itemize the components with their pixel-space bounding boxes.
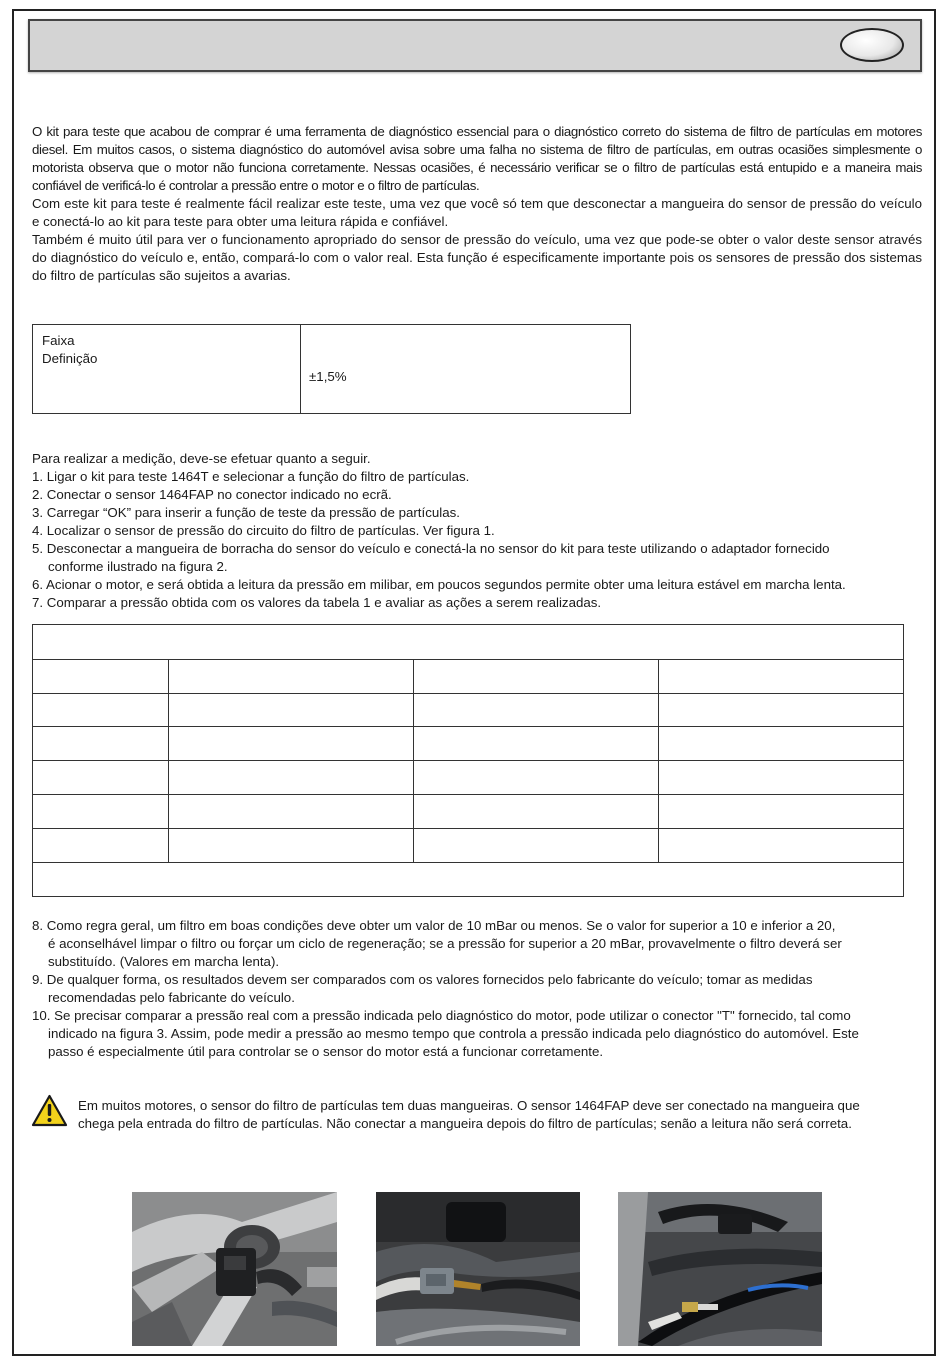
note-8-continued: é aconselhável limpar o filtro ou forçar um ciclo de regeneração; se a pressão for superior a 20 mBar, provavelmente o filtro deverá ser xyxy=(48,936,842,951)
table-row-divider xyxy=(33,659,903,660)
step-7: 7. Comparar a pressão obtida com os valores da tabela 1 e avaliar as ações a serem realizadas. xyxy=(32,595,602,610)
table-row-divider xyxy=(33,760,903,761)
step-1: 1. Ligar o kit para teste 1464T e selecionar a função do filtro de partículas. xyxy=(32,469,470,484)
warning-line-2: chega pela entrada do filtro de partículas. Não conectar a mangueira depois do filtro de partículas; senão a leitura não será correta. xyxy=(78,1116,852,1131)
table-row-divider xyxy=(33,828,903,829)
notes xyxy=(32,917,922,1061)
step-6: 6. Acionar o motor, e será obtida a leitura da pressão em milibar, em poucos segundos permite obter uma leitura estável em marcha lenta. xyxy=(32,577,846,592)
spec-table xyxy=(32,324,631,414)
note-9-continued: recomendadas pelo fabricante do veículo. xyxy=(48,990,295,1005)
table-row-divider xyxy=(33,726,903,727)
table-column-divider xyxy=(413,659,414,862)
warning-line-1: Em muitos motores, o sensor do filtro de partículas tem duas mangueiras. O sensor 1464FAP deve ser conectado na mangueira que xyxy=(78,1098,860,1113)
note-8: 8. Como regra geral, um filtro em boas condições deve obter um valor de 10 mBar ou menos. Se o valor for superior a 10 e inferior a 20, xyxy=(32,918,836,933)
warning-text xyxy=(78,1097,928,1133)
note-9: 9. De qualquer forma, os resultados devem ser comparados com os valores fornecidos pelo fabricante do veículo; tomar as medidas xyxy=(32,972,813,987)
intro-paragraph-3: Também é muito útil para ver o funcionamento apropriado do sensor de pressão do veículo, uma vez que pode-se obter o valor deste sensor através do diagnóstico do veículo e, então, compará-lo com o valor real. Esta função é especificamente importante pois os sensores de pressão dos sistemas do filtro de partículas são sujeitos a avarias. xyxy=(32,232,922,283)
engine-photo-figure-2 xyxy=(376,1192,580,1346)
table-row-divider xyxy=(33,794,903,795)
spec-label-definition: Definição xyxy=(42,351,98,366)
table-row-divider xyxy=(33,693,903,694)
engine-photo-figure-1 xyxy=(132,1192,337,1346)
note-10-continued: indicado na figura 3. Assim, pode medir a pressão ao mesmo tempo que controla a pressão indicada pelo diagnóstico do automóvel. Este xyxy=(48,1026,859,1041)
note-10-continued-2: passo é especialmente útil para controlar se o sensor do motor está a funcionar corretamente. xyxy=(48,1044,604,1059)
table-row-divider xyxy=(33,862,903,863)
step-3: 3. Carregar “OK” para inserir a função de teste da pressão de partículas. xyxy=(32,505,460,520)
step-5: 5. Desconectar a mangueira de borracha do sensor do veículo e conectá-la no sensor do kit para teste utilizando o adaptador fornecido xyxy=(32,541,830,556)
step-2: 2. Conectar o sensor 1464FAP no conector indicado no ecrã. xyxy=(32,487,392,502)
spec-label-range: Faixa xyxy=(42,333,75,348)
pressure-table xyxy=(32,624,904,897)
intro-text xyxy=(32,123,922,285)
table-column-divider xyxy=(658,659,659,862)
note-10: 10. Se precisar comparar a pressão real com a pressão indicada pelo diagnóstico do motor, pode utilizar o conector "T" fornecido, tal como xyxy=(32,1008,851,1023)
intro-paragraph-1: O kit para teste que acabou de comprar é uma ferramenta de diagnóstico essencial para o diagnóstico correto do sistema de filtro de partículas em motores diesel. Em muitos casos, o sistema diagnóstico do automóvel avisa sobre uma falha no sistema de filtro de partículas, em outras ocasiões simplesmente o motorista observa que o motor não funciona corretamente. Nessas ocasiões, é necessário verificar se o filtro de partículas está entupido e a maneira mais confiável de verificá-lo é controlar a pressão entre o motor e o filtro de partículas. xyxy=(32,124,922,193)
intro-paragraph-2: Com este kit para teste é realmente fácil realizar este teste, uma vez que você só tem que desconectar a mangueira do sensor de pressão do veículo e conectá-lo ao kit para teste para obter uma leitura rápida e confiável. xyxy=(32,196,922,229)
warning-triangle-icon xyxy=(31,1094,68,1127)
spec-value-definition: ±1,5% xyxy=(309,369,347,384)
engine-photo-figure-3 xyxy=(618,1192,822,1346)
step-4: 4. Localizar o sensor de pressão do circuito do filtro de partículas. Ver figura 1. xyxy=(32,523,495,538)
steps-intro: Para realizar a medição, deve-se efetuar quanto a seguir. xyxy=(32,451,371,466)
table-column-divider xyxy=(168,659,169,862)
header-bar xyxy=(28,19,922,72)
spec-labels xyxy=(33,325,301,413)
header-badge xyxy=(840,28,904,62)
note-8-continued-2: substituído. (Valores em marcha lenta). xyxy=(48,954,280,969)
procedure-steps xyxy=(32,450,922,612)
step-5-continued: conforme ilustrado na figura 2. xyxy=(48,559,228,574)
